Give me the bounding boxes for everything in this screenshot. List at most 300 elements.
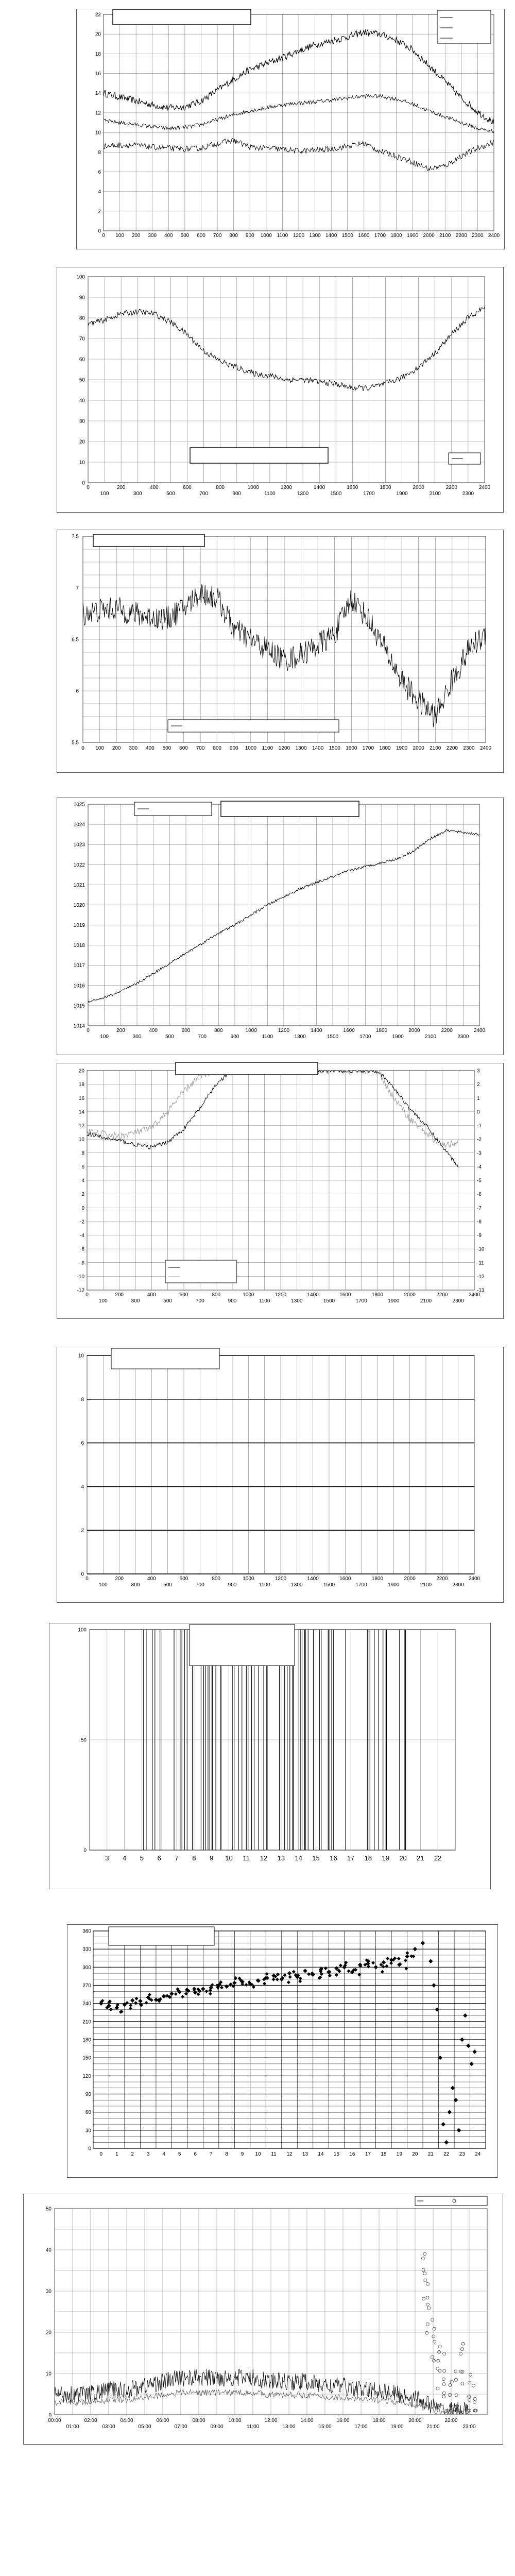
grass-xtick: 1600 [339,1292,351,1298]
press-title-box [221,801,359,817]
press-ytick: 1015 [73,1003,85,1009]
wdir-xtick: 0 [99,2151,103,2157]
temp-xtick: 1600 [358,233,370,239]
temp-xtick: 2000 [423,233,435,239]
hmr-ytick: 6 [76,688,79,694]
grass-xtick-minor: 1900 [388,1298,400,1304]
hmr-ytick: 5.5 [72,740,79,746]
press-ytick: 1023 [73,842,85,848]
grass-xtick-minor: 1300 [291,1298,303,1304]
sun-ytick: 50 [80,1737,87,1743]
press-ytick: 1018 [73,943,85,949]
hmr-xtick: 1300 [295,745,307,751]
rh-xtick: 1600 [347,485,358,490]
rh-ytick: 50 [79,377,85,383]
press-xtick: 400 [149,1028,158,1033]
rain-xtick: 1400 [307,1576,319,1582]
rh-xtick: 2000 [413,485,424,490]
grass-xtick: 600 [179,1292,188,1298]
wdir-ytick: 210 [82,2019,91,2025]
wdir-ytick: 330 [82,1946,91,1953]
wspd-xtick-lower: 09:00 [210,2424,224,2430]
rh-xtick-minor: 700 [199,491,208,497]
temp-ytick: 22 [95,12,101,18]
press-xtick: 800 [214,1028,223,1033]
press-xtick: 1000 [245,1028,257,1033]
wspd-xtick: 10:00 [228,2418,242,2424]
wspd-ytick: 10 [45,2371,52,2377]
grass-xtick: 1200 [274,1292,287,1298]
grass-xtick: 2200 [436,1292,448,1298]
grass-title-box [176,1062,318,1075]
temp-xtick: 2300 [472,233,484,239]
grass-y2tick: -7 [477,1205,482,1211]
temp-xtick: 500 [180,233,190,239]
hmr-xtick: 1100 [262,745,273,751]
wdir-ytick: 0 [88,2146,91,2152]
sun-xtick: 18 [364,1854,372,1862]
temp-xtick: 2200 [455,233,467,239]
wspd-ytick: 20 [45,2330,52,2336]
temp-ytick: 4 [98,189,101,195]
temp-ytick: 12 [95,110,101,116]
temp-ytick: 10 [95,130,101,136]
grass-xtick: 1400 [307,1292,319,1298]
rh-xtick: 2400 [478,485,491,490]
press-xtick: 600 [181,1028,191,1033]
press-ytick: 1019 [73,923,85,929]
rain-xtick-minor: 100 [98,1582,108,1588]
grass-y2tick: -12 [477,1274,485,1280]
temp-xtick: 1200 [293,233,305,239]
humidity-chart [57,267,504,513]
rh-xtick: 400 [149,485,159,490]
grass-legend [165,1260,236,1283]
wdir-xtick: 22 [443,2151,450,2157]
temp-xtick: 700 [213,233,222,239]
temperature-chart-svg [77,9,504,249]
press-xtick: 2400 [473,1028,486,1033]
wspd-xtick-lower: 05:00 [138,2424,151,2430]
grass-ytick: -12 [77,1287,84,1294]
rh-ytick: 60 [79,357,85,363]
press-xtick: 1600 [343,1028,355,1033]
sun-xtick: 7 [175,1854,179,1862]
temp-xtick: 400 [164,233,173,239]
wind-speed-chart-svg [24,2194,503,2444]
hmr-xtick: 900 [229,745,238,751]
grass-y2tick: -8 [477,1219,482,1225]
wdir-xtick: 11 [271,2151,277,2157]
mixing-ratio-chart-svg [57,530,503,772]
rh-xtick-minor: 900 [232,491,242,497]
hmr-xtick: 100 [95,745,104,751]
hmr-xtick: 700 [196,745,205,751]
wdir-xtick: 4 [162,2151,165,2157]
press-xtick-minor: 1500 [327,1034,339,1040]
rain-xtick-minor: 2100 [420,1582,432,1588]
temp-xtick: 1100 [277,233,288,239]
sun-ytick: 0 [83,1848,87,1854]
sun-xtick: 16 [330,1854,337,1862]
wind-direction-chart [67,1924,498,2178]
rh-xtick: 600 [183,485,192,490]
hmr-xtick: 0 [81,745,84,751]
temp-xtick: 900 [245,233,254,239]
hmr-xtick: 1500 [329,745,340,751]
press-ytick: 1014 [73,1023,85,1029]
grass-y2tick: 1 [477,1095,480,1101]
wspd-xtick-lower: 07:00 [174,2424,187,2430]
press-xtick: 0 [87,1028,90,1033]
wdir-xtick: 9 [241,2151,244,2157]
grass-ytick: -2 [80,1219,84,1225]
wspd-xtick: 04:00 [120,2418,133,2424]
sun-xtick: 13 [277,1854,285,1862]
wdir-xtick: 24 [475,2151,481,2157]
wdir-xtick: 12 [286,2151,293,2157]
wspd-xtick: 00:00 [48,2418,61,2424]
press-xtick-minor: 500 [165,1034,174,1040]
wspd-xtick-lower: 11:00 [246,2424,260,2430]
wspd-ytick: 0 [48,2412,52,2418]
rain-xtick: 1000 [243,1576,254,1582]
sun-xtick: 9 [210,1854,214,1862]
grass-temp-chart-svg [57,1063,503,1318]
rh-xtick: 2200 [445,485,457,490]
grass-xtick: 2400 [468,1292,480,1298]
rh-xtick-minor: 300 [133,491,142,497]
wspd-xtick: 12:00 [264,2418,278,2424]
sun-xtick: 14 [295,1854,302,1862]
wspd-ytick: 40 [45,2247,52,2253]
wspd-xtick-lower: 17:00 [354,2424,368,2430]
sun-xtick: 5 [140,1854,144,1862]
sun-xtick: 15 [312,1854,320,1862]
temp-xtick: 1900 [406,233,419,239]
hmr-xtick: 400 [145,745,154,751]
press-xtick-minor: 1700 [359,1034,371,1040]
grass-xtick-minor: 2100 [420,1298,432,1304]
temp-ytick: 16 [95,71,101,77]
temp-ytick: 14 [95,91,101,97]
temperature-chart [76,9,505,249]
wind-speed-chart [23,2194,503,2445]
rh-ytick: 30 [79,418,85,425]
sun-xtick: 17 [347,1854,355,1862]
rh-ytick: 70 [79,336,85,342]
grass-ytick: 14 [78,1109,84,1115]
press-xtick-minor: 1300 [294,1034,306,1040]
rain-xtick-minor: 2300 [452,1582,464,1588]
wdir-ytick: 150 [82,2055,91,2061]
grass-xtick-minor: 300 [131,1298,140,1304]
press-xtick-minor: 2100 [424,1034,437,1040]
hmr-legend [168,720,339,732]
grass-xtick: 200 [115,1292,124,1298]
rain-xtick-minor: 300 [131,1582,140,1588]
rain-ytick: 4 [81,1484,84,1490]
grass-xtick-minor: 500 [163,1298,173,1304]
press-ytick: 1016 [73,983,85,989]
rain-xtick: 2400 [468,1576,480,1582]
grass-y2tick: 0 [477,1109,480,1115]
wspd-ytick: 50 [45,2206,52,2212]
grass-ytick: 16 [78,1095,84,1101]
rain-xtick: 600 [179,1576,188,1582]
rh-ytick: 80 [79,315,85,321]
rh-ytick: 90 [79,295,85,301]
press-ytick: 1024 [73,822,85,828]
grass-ytick: 0 [81,1205,84,1211]
grass-y2tick: -5 [477,1178,482,1184]
wdir-ytick: 120 [82,2073,91,2079]
rain-xtick: 1200 [274,1576,287,1582]
rh-xtick-minor: 1900 [396,491,408,497]
grass-y2tick: -1 [477,1123,482,1129]
wdir-xtick: 13 [302,2151,308,2157]
grass-ytick: 8 [81,1150,84,1157]
wdir-xtick: 17 [365,2151,371,2157]
temp-title-box [113,9,251,25]
wdir-xtick: 2 [131,2151,134,2157]
wspd-xtick-lower: 03:00 [102,2424,115,2430]
wdir-xtick: 21 [427,2151,434,2157]
sun-ytick: 100 [78,1627,87,1633]
wdir-xtick: 1 [115,2151,118,2157]
grass-y2tick: -9 [477,1233,482,1239]
grass-y2tick: 2 [477,1082,480,1088]
wspd-xtick-lower: 13:00 [282,2424,296,2430]
wspd-xtick: 08:00 [192,2418,205,2424]
grass-xtick-minor: 1100 [259,1298,270,1304]
hmr-xtick: 1200 [278,745,290,751]
rain-title-box [111,1348,219,1369]
temp-xtick: 1000 [260,233,272,239]
wdir-xtick: 8 [225,2151,228,2157]
press-xtick-minor: 900 [230,1034,239,1040]
wspd-xtick: 18:00 [372,2418,386,2424]
grass-ytick: -4 [80,1233,84,1239]
wdir-xtick: 7 [209,2151,213,2157]
grass-ytick: 20 [78,1068,84,1074]
wspd-xtick-lower: 21:00 [426,2424,440,2430]
temp-xtick: 2400 [488,233,500,239]
rh-xtick: 0 [87,485,90,490]
grass-xtick-minor: 100 [98,1298,108,1304]
grass-xtick: 800 [212,1292,221,1298]
temp-xtick: 2100 [439,233,451,239]
wdir-xtick: 18 [381,2151,387,2157]
temp-xtick: 1800 [390,233,402,239]
grass-y2tick: -3 [477,1150,482,1157]
wdir-xtick: 23 [459,2151,465,2157]
temp-xtick: 1500 [341,233,353,239]
rain-xtick-minor: 900 [228,1582,237,1588]
press-ytick: 1020 [73,902,85,908]
rain-xtick-minor: 1500 [323,1582,335,1588]
sun-xtick: 20 [399,1854,407,1862]
rain-xtick-minor: 1900 [388,1582,400,1588]
hmr-xtick: 1600 [346,745,357,751]
grass-xtick: 400 [147,1292,156,1298]
grass-y2tick: -6 [477,1192,482,1198]
rh-ytick: 100 [76,274,85,280]
rh-xtick: 1400 [314,485,325,490]
wdir-xtick: 15 [333,2151,340,2157]
rh-xtick-minor: 2100 [429,491,441,497]
wspd-xtick: 16:00 [336,2418,350,2424]
sun-xtick: 22 [434,1854,442,1862]
rain-xtick-minor: 1700 [355,1582,367,1588]
grass-xtick-minor: 2300 [452,1298,464,1304]
press-xtick-minor: 100 [100,1034,109,1040]
rh-xtick: 1800 [380,485,391,490]
temp-xtick: 200 [131,233,141,239]
press-xtick: 2200 [441,1028,453,1033]
wspd-xtick-lower: 15:00 [318,2424,332,2430]
temp-xtick: 0 [102,233,105,239]
sun-xtick: 21 [417,1854,424,1862]
rh-xtick: 1200 [280,485,293,490]
wdir-ytick: 270 [82,1983,91,1989]
sun-xtick: 4 [123,1854,127,1862]
press-xtick-minor: 700 [198,1034,207,1040]
temp-ytick: 18 [95,51,101,57]
rh-xtick: 800 [216,485,225,490]
rain-xtick-minor: 500 [163,1582,173,1588]
grass-ytick: -6 [80,1246,84,1252]
grass-temp-chart [57,1063,504,1319]
hmr-xtick: 1400 [312,745,324,751]
wdir-ytick: 300 [82,1964,91,1971]
wspd-xtick-lower: 19:00 [390,2424,404,2430]
rh-ytick: 40 [79,398,85,404]
grass-ytick: 18 [78,1082,84,1088]
temp-ytick: 8 [98,149,101,156]
grass-y2tick: -11 [477,1260,484,1266]
temp-ytick: 0 [98,228,101,234]
temp-ytick: 6 [98,169,101,175]
sun-xtick: 10 [225,1854,233,1862]
temp-xtick: 800 [229,233,238,239]
wdir-ytick: 180 [82,2037,91,2043]
wspd-xtick: 02:00 [84,2418,97,2424]
hmr-title-box [93,534,204,547]
rh-xtick-minor: 1500 [330,491,342,497]
grass-xtick-minor: 1700 [355,1298,367,1304]
hmr-xtick: 300 [129,745,138,751]
press-xtick: 200 [116,1028,125,1033]
press-xtick-minor: 1100 [262,1034,273,1040]
temp-xtick: 300 [148,233,157,239]
press-xtick-minor: 300 [132,1034,142,1040]
grass-xtick-minor: 700 [195,1298,204,1304]
rh-title-box [190,448,328,463]
hmr-xtick: 200 [112,745,121,751]
rain-xtick: 1600 [339,1576,351,1582]
wdir-xtick: 6 [194,2151,197,2157]
temp-xtick: 100 [115,233,124,239]
rh-xtick-minor: 500 [166,491,175,497]
rh-ytick: 20 [79,439,85,445]
temp-xtick: 1700 [374,233,386,239]
grass-xtick: 2000 [404,1292,416,1298]
wind-direction-chart-svg [67,1925,497,2177]
rain-ytick: 6 [81,1440,84,1447]
hmr-ytick: 6.5 [72,637,79,643]
rain-ytick: 8 [81,1397,84,1403]
hmr-xtick: 1900 [396,745,408,751]
grass-ytick: 6 [81,1164,84,1170]
press-xtick: 1200 [278,1028,290,1033]
rain-xtick: 200 [115,1576,124,1582]
sun-xtick: 6 [157,1854,161,1862]
wspd-ytick: 30 [45,2289,52,2295]
rainfall-chart [57,1347,504,1603]
mixing-ratio-chart [57,530,504,773]
temp-xtick: 1400 [325,233,337,239]
rh-xtick-minor: 100 [100,491,109,497]
hmr-xtick: 2400 [479,745,492,751]
wdir-xtick: 19 [396,2151,402,2157]
grass-y2tick: -10 [477,1246,485,1252]
rain-xtick: 2000 [404,1576,416,1582]
rh-ytick: 0 [82,480,85,486]
rh-xtick-minor: 1700 [363,491,375,497]
rain-ytick: 0 [81,1571,84,1578]
hmr-xtick: 500 [162,745,171,751]
press-xtick-minor: 2300 [457,1034,469,1040]
press-xtick: 1400 [311,1028,322,1033]
grass-ytick: 2 [81,1192,84,1198]
wspd-legend [415,2196,487,2206]
hmr-xtick: 2000 [413,745,424,751]
sunshine-chart [49,1623,491,1889]
wdir-ytick: 240 [82,2001,91,2007]
grass-y2tick: 3 [477,1068,480,1074]
hmr-xtick: 2300 [463,745,475,751]
temp-xtick: 1300 [309,233,321,239]
humidity-chart-svg [57,267,503,512]
rain-ytick: 10 [78,1353,84,1359]
wspd-xtick-lower: 23:00 [462,2424,476,2430]
rain-xtick-minor: 1100 [259,1582,270,1588]
grass-y2tick: -2 [477,1137,482,1143]
sun-title-box [190,1624,295,1666]
temp-xtick: 600 [197,233,205,239]
wspd-xtick: 22:00 [444,2418,458,2424]
grass-xtick-minor: 900 [228,1298,237,1304]
press-xtick: 1800 [375,1028,388,1033]
grass-xtick: 1800 [371,1292,384,1298]
rain-xtick: 400 [147,1576,156,1582]
grass-xtick: 1000 [243,1292,254,1298]
wspd-xtick: 06:00 [156,2418,169,2424]
grass-ytick: -8 [80,1260,84,1266]
press-ytick: 1022 [73,862,85,868]
sun-xtick: 19 [382,1854,389,1862]
hmr-xtick: 2200 [446,745,458,751]
press-xtick-minor: 1900 [392,1034,404,1040]
press-ytick: 1021 [73,882,85,888]
hmr-xtick: 2100 [430,745,441,751]
grass-ytick: 12 [78,1123,84,1129]
wspd-xtick-lower: 01:00 [66,2424,79,2430]
grass-y2tick: -4 [477,1164,482,1170]
rh-xtick-minor: 2300 [462,491,474,497]
grass-xtick: 0 [85,1292,89,1298]
